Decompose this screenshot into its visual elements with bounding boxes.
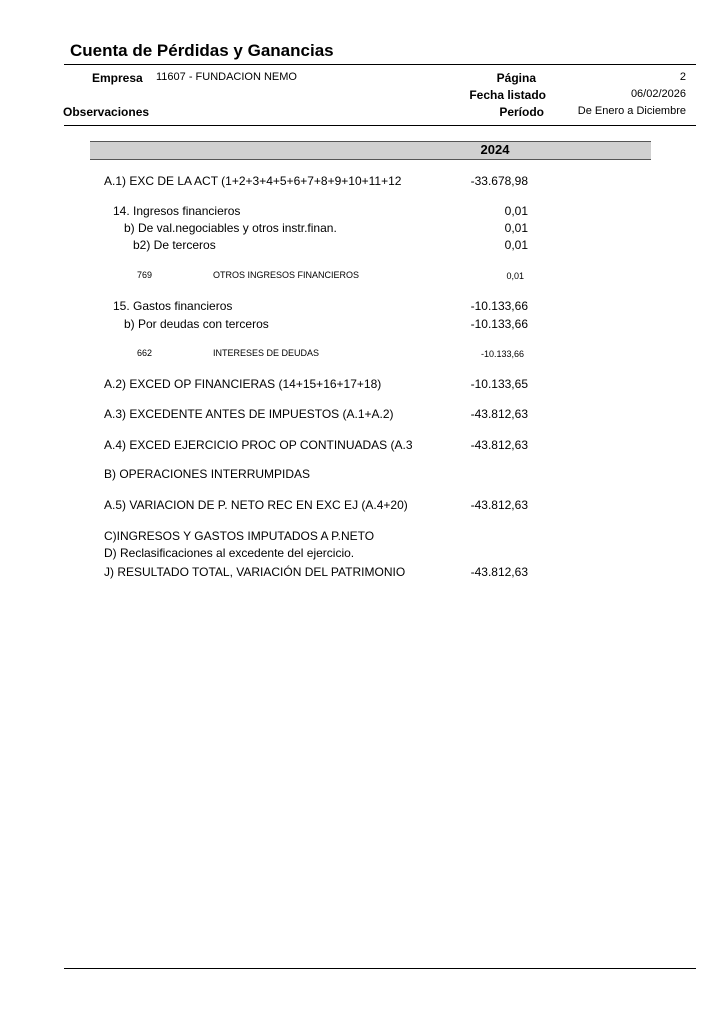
empresa-value: 11607 - FUNDACION NEMO <box>156 71 297 83</box>
row-amount: -43.812,63 <box>470 438 528 452</box>
account-code: 769 <box>137 270 153 280</box>
row-amount: 0,01 <box>504 238 528 252</box>
row-amount: 0,01 <box>504 221 528 235</box>
row-label: C)INGRESOS Y GASTOS IMPUTADOS A P.NETO <box>104 529 375 543</box>
pagina-label: Página <box>496 71 536 85</box>
report-title: Cuenta de Pérdidas y Ganancias <box>70 41 334 60</box>
row-amount: -10.133,66 <box>470 299 528 313</box>
header-top-divider <box>64 64 696 65</box>
account-description: INTERESES DE DEUDAS <box>213 348 320 358</box>
row-label: b) Por deudas con terceros <box>124 317 269 331</box>
header-bottom-divider <box>64 125 696 126</box>
fecha-listado-value: 06/02/2026 <box>630 88 686 100</box>
account-amount: -10.133,66 <box>480 349 524 359</box>
periodo-value: De Enero a Diciembre <box>577 105 686 117</box>
row-label: A.1) EXC DE LA ACT (1+2+3+4+5+6+7+8+9+10+11+12 <box>104 174 402 188</box>
row-amount: 0,01 <box>504 204 528 218</box>
footer-divider <box>64 968 696 969</box>
column-header-band <box>90 141 651 160</box>
row-label: b2) De terceros <box>133 238 216 252</box>
row-amount: -43.812,63 <box>470 498 528 512</box>
account-amount: 0,01 <box>506 271 524 281</box>
row-label: D) Reclasificaciones al excedente del ejercicio. <box>104 546 355 560</box>
row-amount: -43.812,63 <box>470 565 528 579</box>
row-amount: -10.133,66 <box>470 317 528 331</box>
row-label: A.4) EXCED EJERCICIO PROC OP CONTINUADAS (A.3 <box>104 438 413 452</box>
row-label: 14. Ingresos financieros <box>113 204 241 218</box>
row-label: 15. Gastos financieros <box>113 299 233 313</box>
periodo-label: Período <box>499 105 544 119</box>
account-description: OTROS INGRESOS FINANCIEROS <box>213 270 360 280</box>
row-label: A.3) EXCEDENTE ANTES DE IMPUESTOS (A.1+A.2) <box>104 407 394 421</box>
row-label: b) De val.negociables y otros instr.finan. <box>124 221 337 235</box>
observaciones-label: Observaciones <box>63 105 150 119</box>
year-column-header: 2024 <box>480 142 510 157</box>
row-label: A.5) VARIACION DE P. NETO REC EN EXC EJ (A.4+20) <box>104 498 408 512</box>
row-label: J) RESULTADO TOTAL, VARIACIÓN DEL PATRIMONIO <box>104 565 406 579</box>
fecha-listado-label: Fecha listado <box>469 88 546 102</box>
account-code: 662 <box>137 348 153 358</box>
row-amount: -10.133,65 <box>470 377 528 391</box>
pagina-value: 2 <box>679 71 686 83</box>
row-label: A.2) EXCED OP FINANCIERAS (14+15+16+17+18) <box>104 377 382 391</box>
row-label: B) OPERACIONES INTERRUMPIDAS <box>104 467 311 481</box>
row-amount: -43.812,63 <box>470 407 528 421</box>
row-amount: -33.678,98 <box>470 174 528 188</box>
empresa-label: Empresa <box>92 71 143 85</box>
